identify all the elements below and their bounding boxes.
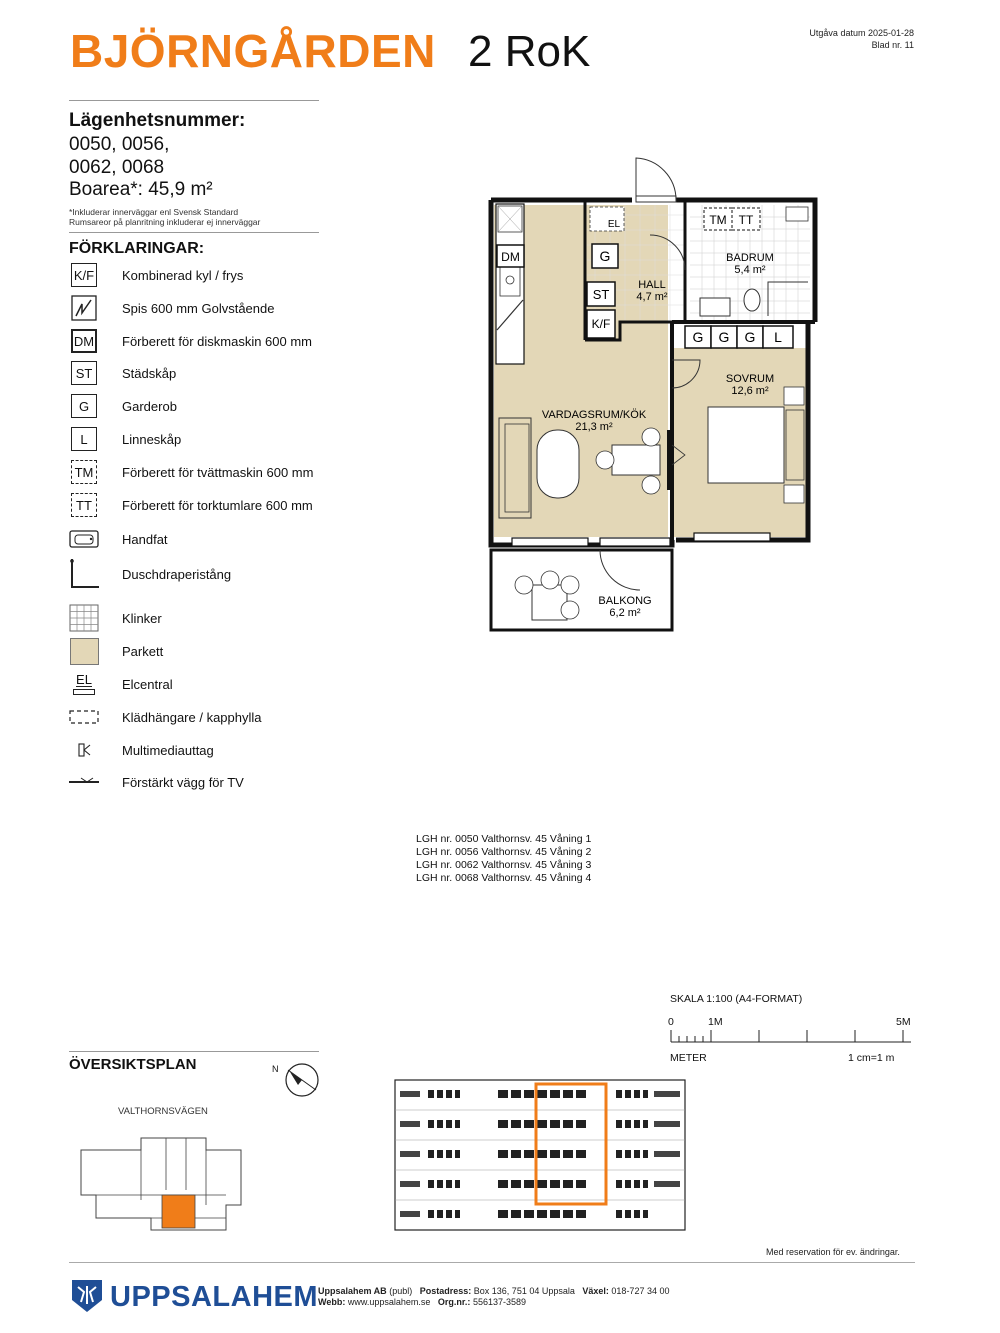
- org-label: Org.nr.:: [437, 1297, 471, 1307]
- apartment-list-item: LGH nr. 0068 Valthornsv. 45 Våning 4: [416, 872, 592, 884]
- fridge-freezer-label: K/F: [591, 317, 611, 331]
- legend-label: Spis 600 mm Golvstående: [122, 300, 275, 316]
- stove-icon: [71, 295, 97, 321]
- legend-item: [69, 458, 314, 486]
- divider: [69, 100, 319, 101]
- tv-wall-icon: [69, 776, 99, 788]
- legend-item: [69, 768, 244, 796]
- apartment-type: 2 RoK: [468, 27, 591, 76]
- floor-plan: [486, 150, 826, 640]
- postal-address: Box 136, 751 04 Uppsala: [473, 1286, 575, 1296]
- shower-rod-icon: [69, 557, 99, 591]
- apartment-numbers: [69, 133, 169, 179]
- cleaning-cabinet-label: ST: [592, 287, 610, 302]
- legend-label: Parkett: [122, 643, 164, 659]
- legend-item: [69, 560, 232, 588]
- washing-machine-label: TM: [709, 213, 727, 227]
- website-link[interactable]: www.uppsalahem.se: [347, 1297, 431, 1307]
- fridge-freezer-icon: K/F: [71, 263, 97, 287]
- footer-line: [318, 1297, 669, 1308]
- room-name: BADRUM: [726, 252, 774, 264]
- wardrobe-label: G: [599, 248, 611, 264]
- reservation-note: Med reservation för ev. ändringar.: [766, 1247, 900, 1257]
- apartment-list-item: LGH nr. 0062 Valthornsv. 45 Våning 3: [416, 859, 592, 871]
- room-name: BALKONG: [598, 595, 652, 607]
- scale-unit: METER: [670, 1052, 707, 1064]
- north-label: N: [272, 1064, 279, 1074]
- issue-date: Utgåva datum 2025-01-28: [809, 28, 914, 38]
- overview-title: ÖVERSIKTSPLAN: [69, 1056, 197, 1073]
- apartment-list: [416, 833, 591, 885]
- legend-title: FÖRKLARINGAR:: [69, 240, 205, 257]
- legend-label: Elcentral: [122, 676, 173, 692]
- washing-machine-icon: TM: [71, 460, 97, 484]
- electrical-panel-label: EL: [76, 672, 92, 687]
- legend-label: Städskåp: [122, 365, 177, 381]
- legend-label: Garderob: [122, 398, 177, 414]
- parquet-icon: [70, 638, 99, 665]
- multimedia-outlet-icon: [74, 742, 94, 758]
- postal-label: Postadress:: [419, 1286, 472, 1296]
- area-note-line: Rumsareor på planritning inkluderar ej innerväggar: [69, 217, 261, 227]
- divider: [69, 1262, 915, 1263]
- area-note: [69, 207, 260, 227]
- company-suffix: (publ): [389, 1286, 413, 1296]
- wardrobe-icon: G: [71, 394, 97, 418]
- legend-label: Kombinerad kyl / frys: [122, 267, 244, 283]
- legend-label: Förberett för diskmaskin 600 mm: [122, 333, 313, 349]
- legend-label: Förstärkt vägg för TV: [122, 774, 244, 790]
- divider: [69, 232, 319, 233]
- legend-label: Klädhängare / kapphylla: [122, 709, 262, 725]
- room-area: 12,6 m²: [731, 385, 769, 397]
- wardrobe-label: G: [718, 329, 730, 345]
- document-meta: [809, 27, 914, 51]
- legend-item: [69, 392, 177, 420]
- legend-label: Duschdraperistång: [122, 566, 232, 582]
- room-area: 21,3 m²: [575, 421, 613, 433]
- room-area: 6,2 m²: [609, 607, 641, 619]
- legend-item: [69, 670, 173, 698]
- building-elevation: [390, 1074, 710, 1239]
- legend-item: [69, 327, 313, 355]
- legend-label: Förberett för torktumlare 600 mm: [122, 497, 313, 513]
- project-title: BJÖRNGÅRDEN: [70, 25, 436, 77]
- scale-zero: 0: [668, 1016, 674, 1028]
- room-name: HALL: [638, 279, 666, 291]
- divider: [69, 1051, 319, 1052]
- footer-info: [318, 1286, 669, 1308]
- legend-label: Multimediauttag: [122, 742, 214, 758]
- compass-icon: [280, 1060, 324, 1100]
- legend-item: [69, 703, 262, 731]
- room-name: VARDAGSRUM/KÖK: [541, 409, 647, 421]
- street-name: VALTHORNSVÄGEN: [118, 1106, 208, 1117]
- footer-line: [318, 1286, 669, 1297]
- room-area: 5,4 m²: [734, 264, 766, 276]
- room-area: 4,7 m²: [636, 291, 668, 303]
- wardrobe-label: G: [744, 329, 756, 345]
- hanger-icon: [69, 710, 99, 724]
- legend-item: [69, 525, 168, 553]
- room-name: SOVRUM: [725, 373, 775, 385]
- legend-item: [69, 359, 177, 387]
- electrical-panel-icon: [73, 673, 95, 695]
- scale-ratio: 1 cm=1 m: [848, 1052, 895, 1064]
- linen-cabinet-icon: L: [71, 427, 97, 451]
- dryer-label: TT: [738, 213, 754, 227]
- living-area: Boarea*: 45,9 m²: [69, 179, 213, 200]
- sheet-number: Blad nr. 11: [871, 40, 914, 50]
- legend-item: [69, 491, 313, 519]
- phone-number: 018-727 34 00: [611, 1286, 670, 1296]
- legend-item: [69, 604, 162, 632]
- legend-item: [69, 637, 164, 665]
- legend-item: [69, 261, 244, 289]
- apartment-list-item: LGH nr. 0050 Valthornsv. 45 Våning 1: [416, 833, 592, 845]
- dishwasher-icon: DM: [71, 329, 97, 353]
- legend-label: Förberett för tvättmaskin 600 mm: [122, 464, 314, 480]
- org-number: 556137-3589: [472, 1297, 527, 1307]
- scale-bar: [668, 1028, 913, 1046]
- apartment-numbers-line: 0050, 0056,: [69, 134, 170, 155]
- scale-five-m: 5M: [896, 1016, 911, 1028]
- site-plan: [76, 1130, 246, 1240]
- legend-item: [69, 294, 275, 322]
- apartment-numbers-line: 0062, 0068: [69, 157, 165, 178]
- apartment-list-item: LGH nr. 0056 Valthornsv. 45 Våning 2: [416, 846, 592, 858]
- legend-item: [69, 425, 182, 453]
- scale-title: SKALA 1:100 (A4-FORMAT): [670, 993, 803, 1005]
- cleaning-cabinet-icon: ST: [71, 361, 97, 385]
- legend-label: Linneskåp: [122, 431, 182, 447]
- web-label: Webb:: [318, 1297, 346, 1307]
- company-name: Uppsalahem AB: [318, 1286, 387, 1296]
- logo-text: UPPSALAHEM: [110, 1281, 319, 1313]
- dishwasher-label: DM: [501, 250, 520, 264]
- phone-label: Växel:: [582, 1286, 609, 1296]
- legend-label: Handfat: [122, 531, 168, 547]
- apartment-number-label: Lägenhetsnummer:: [69, 110, 246, 131]
- wardrobe-label: G: [692, 329, 704, 345]
- electrical-panel-label: EL: [607, 219, 621, 230]
- sink-icon: [69, 529, 99, 549]
- legend-item: [69, 736, 214, 764]
- scale-one-m: 1M: [708, 1016, 723, 1028]
- tile-icon: [69, 604, 99, 632]
- area-note-line: *Inkluderar innerväggar enl Svensk Standard: [69, 207, 239, 217]
- uppsalahem-logo-icon: [70, 1278, 104, 1314]
- linen-cabinet-label: L: [774, 329, 782, 345]
- legend-label: Klinker: [122, 610, 162, 626]
- dryer-icon: TT: [71, 493, 97, 517]
